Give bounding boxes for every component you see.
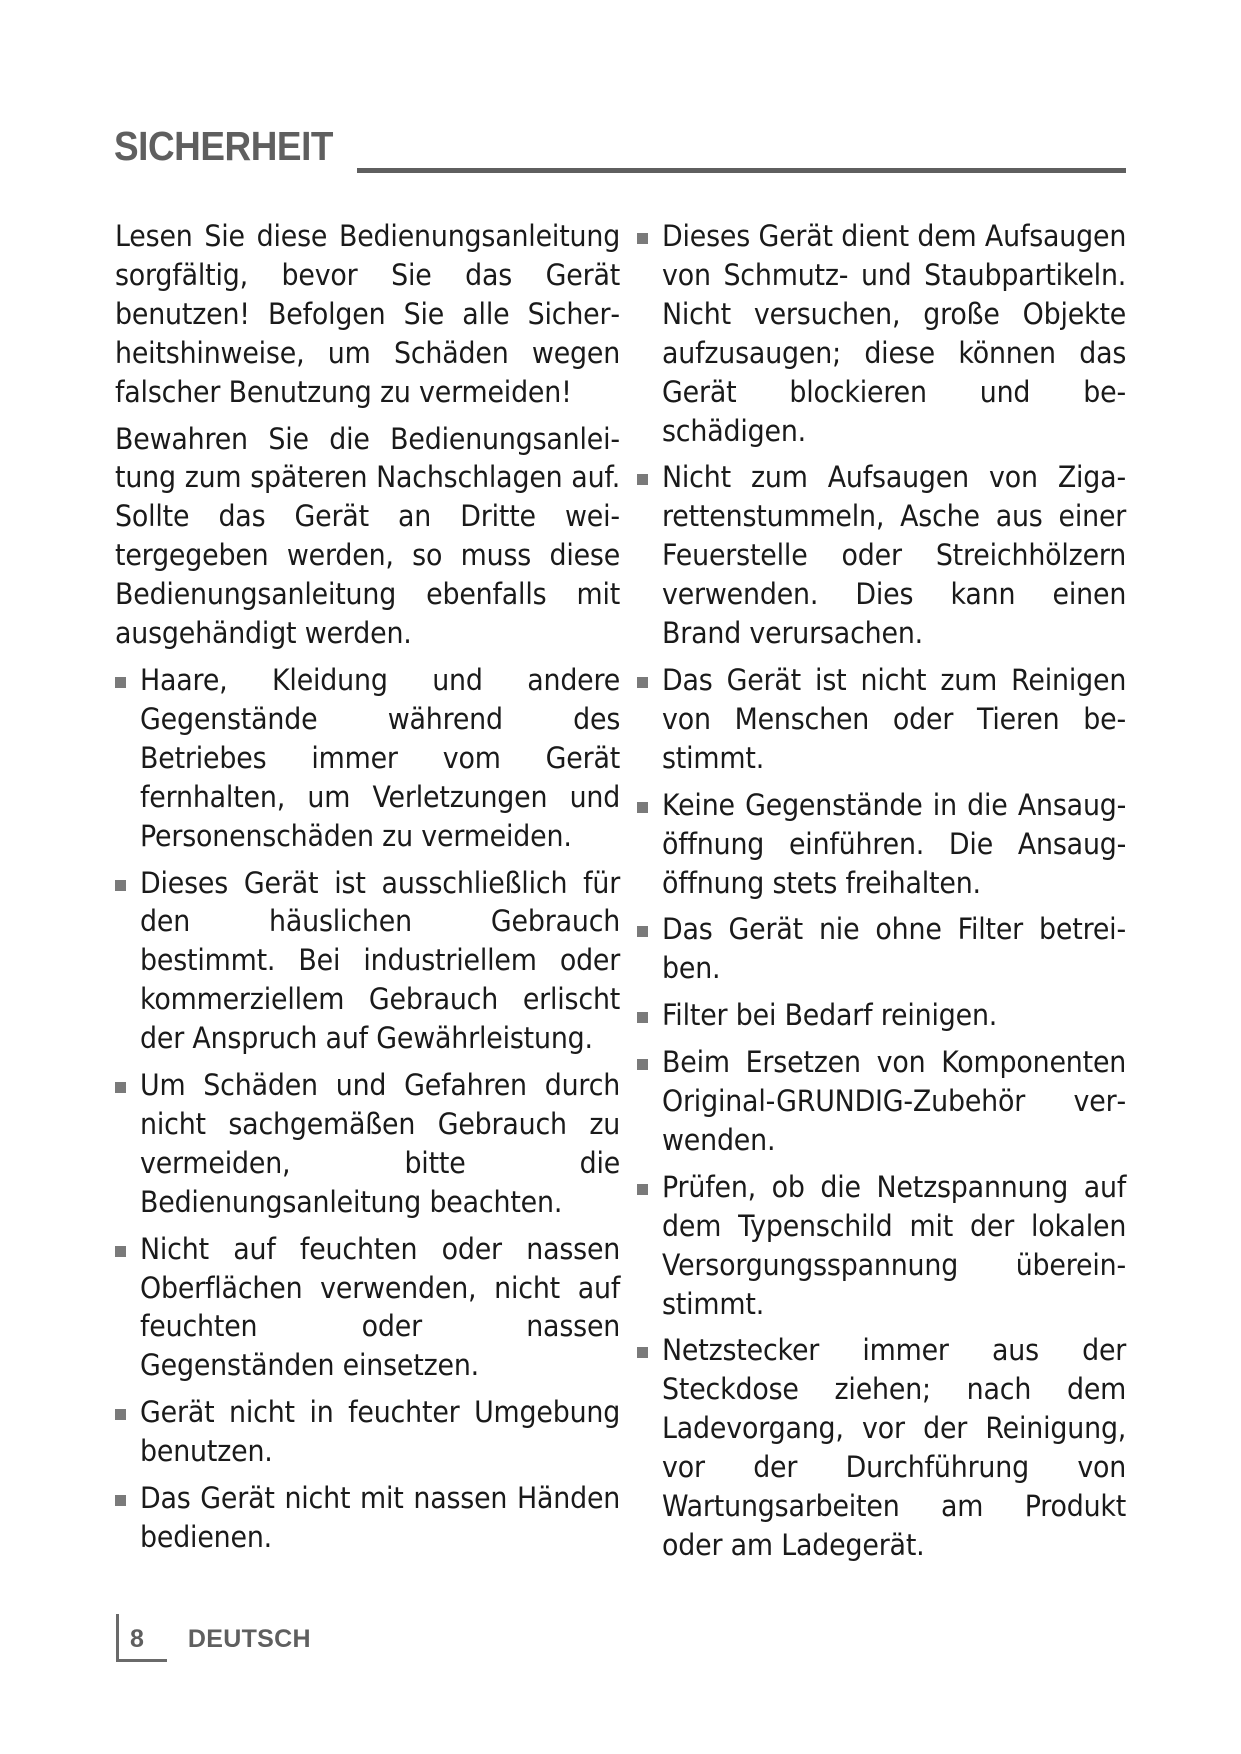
list-item — [115, 661, 621, 856]
storage-paragraph: Bewahren Sie die Bedienungsanleitung zum späteren Nachschlagen auf. Sollte das Gerät an Dritte weitergegeben werden, so muss diese Bedienungsanleitung ebenfalls mit ausgehändigt werden. — [115, 421, 621, 651]
square-bullet-icon — [637, 926, 648, 937]
list-item-text: Das Gerät ist nicht zum Reinigen von Menschen oder Tieren bestimmt. — [662, 662, 1127, 775]
list-item-text: Um Schäden und Gefahren durch nicht sachgemäßen Gebrauch zu vermeiden, bitte die Bedienungsanleitung beachten. — [140, 1068, 621, 1219]
list-item — [115, 1393, 621, 1471]
page-title: SICHERHEIT — [114, 123, 333, 169]
list-item-text: Haare, Kleidung und andere Gegenstände während des Betriebes immer vom Gerät fernhalten, um Verletzungen und Personenschäden zu vermeiden. — [140, 662, 621, 853]
list-item-text: Keine Gegenstände in die Ansaug-öffnung einführen. Die Ansaug-öffnung stets freihalten. — [662, 787, 1127, 900]
list-item — [637, 1168, 1127, 1324]
square-bullet-icon — [115, 1082, 126, 1093]
square-bullet-icon — [637, 233, 648, 244]
square-bullet-icon — [637, 1012, 648, 1023]
list-item-text: Filter bei Bedarf reinigen. — [662, 998, 998, 1033]
list-item-text: Beim Ersetzen von Komponenten Original-GRUNDIG-Zubehör verwenden. — [662, 1045, 1127, 1157]
list-item — [637, 1331, 1127, 1564]
list-item-text: Prüfen, ob die Netzspannung auf dem Typenschild mit der lokalen Versorgungsspannung übereinstimmt. — [662, 1169, 1127, 1321]
safety-list-left — [115, 661, 621, 1557]
list-item-text: Nicht auf feuchten oder nassen Oberflächen verwenden, nicht auf feuchten oder nassen Gegenständen einsetzen. — [140, 1231, 621, 1383]
page-footer — [116, 1614, 311, 1662]
list-item — [637, 217, 1127, 450]
list-item-text: Gerät nicht in feuchter Umgebung benutzen. — [140, 1395, 621, 1469]
list-item — [115, 1066, 621, 1222]
safety-list-right — [637, 217, 1127, 1565]
page-number: 8 — [130, 1624, 144, 1653]
square-bullet-icon — [115, 1495, 126, 1506]
list-item — [637, 996, 1127, 1035]
square-bullet-icon — [637, 1184, 648, 1195]
page-corner-bracket — [116, 1614, 167, 1662]
square-bullet-icon — [637, 474, 648, 485]
title-rule — [357, 168, 1126, 173]
list-item-text: Dieses Gerät ist ausschließlich für den häuslichen Gebrauch bestimmt. Bei industriellem oder kommerziellem Gebrauch erlischt der Anspruch auf Gewährleistung. — [140, 865, 621, 1056]
list-item — [637, 786, 1127, 903]
square-bullet-icon — [637, 677, 648, 688]
square-bullet-icon — [637, 802, 648, 813]
square-bullet-icon — [637, 1347, 648, 1358]
list-item — [115, 1479, 621, 1557]
square-bullet-icon — [115, 880, 126, 891]
list-item — [637, 458, 1127, 653]
page-language: DEUTSCH — [187, 1624, 311, 1653]
list-item-text: Das Gerät nicht mit nassen Händen bedienen. — [140, 1481, 621, 1554]
list-item — [637, 1043, 1127, 1160]
square-bullet-icon — [115, 1246, 126, 1257]
list-item-text: Netzstecker immer aus der Steckdose ziehen; nach dem Ladevorgang, vor der Reinigung, vor der Durchführung von Wartungsarbeiten am Produkt oder am Ladegerät. — [662, 1333, 1127, 1562]
square-bullet-icon — [115, 677, 126, 688]
list-item-text: Das Gerät nie ohne Filter betreiben. — [662, 912, 1127, 986]
list-item — [637, 661, 1127, 778]
list-item-text: Nicht zum Aufsaugen von Zigarettenstummeln, Asche aus einer Feuerstelle oder Streichhölzern verwenden. Dies kann einen Brand verursachen. — [662, 460, 1127, 651]
list-item — [115, 1230, 621, 1386]
square-bullet-icon — [115, 1409, 126, 1420]
right-column — [637, 217, 1127, 1573]
intro-paragraph: Lesen Sie diese Bedienungsanleitung sorgfältig, bevor Sie das Gerät benutzen! Befolgen Sie alle Sicherheitshinweise, um Schäden wegen falscher Benutzung zu vermeiden! — [115, 219, 621, 409]
square-bullet-icon — [637, 1059, 648, 1070]
list-item — [637, 910, 1127, 988]
list-item — [115, 864, 621, 1059]
page-header — [114, 123, 1126, 169]
left-column — [115, 217, 621, 1565]
list-item-text: Dieses Gerät dient dem Aufsaugen von Schmutz- und Staubpartikeln. Nicht versuchen, große Objekte aufzusaugen; diese können das Gerät blockieren und beschädigen. — [662, 219, 1127, 448]
